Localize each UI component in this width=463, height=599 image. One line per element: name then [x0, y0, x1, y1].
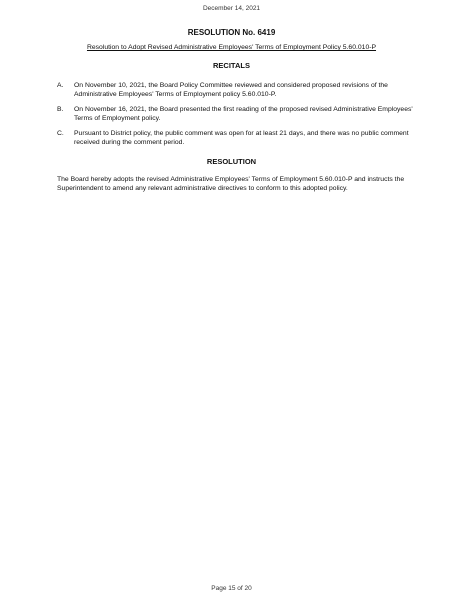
- resolution-subtitle: Resolution to Adopt Revised Administrative Employees' Terms of Employment Policy 5.60.010-P: [86, 44, 377, 51]
- recital-item: [57, 129, 417, 147]
- recital-letter: B.: [57, 106, 64, 113]
- resolution-heading: RESOLUTION: [206, 157, 257, 166]
- recital-letter: A.: [57, 82, 64, 89]
- header-date: December 14, 2021: [202, 5, 261, 12]
- resolution-title: RESOLUTION No. 6419: [187, 28, 276, 37]
- recitals-heading: RECITALS: [213, 61, 250, 70]
- recital-item: [57, 81, 417, 99]
- resolution-body-text: The Board hereby adopts the revised Administrative Employees' Terms of Employment 5.60.010-P and instructs the Superintendent to amend any relevant administrative directives to conform to this adopted policy.: [57, 176, 405, 192]
- page-number: Page 15 of 20: [211, 585, 252, 592]
- recital-text: On November 16, 2021, the Board presented the first reading of the proposed revised Administrative Employees' Terms of Employment policy.: [74, 106, 413, 122]
- recital-letter: C.: [57, 130, 64, 137]
- recital-text: On November 10, 2021, the Board Policy Committee reviewed and considered proposed revisions of the Administrative Employees' Terms of Employment policy 5.60.010-P.: [74, 82, 388, 98]
- recital-item: [57, 105, 417, 123]
- recital-text: Pursuant to District policy, the public comment was open for at least 21 days, and there was no public comment received during the comment period.: [74, 130, 409, 146]
